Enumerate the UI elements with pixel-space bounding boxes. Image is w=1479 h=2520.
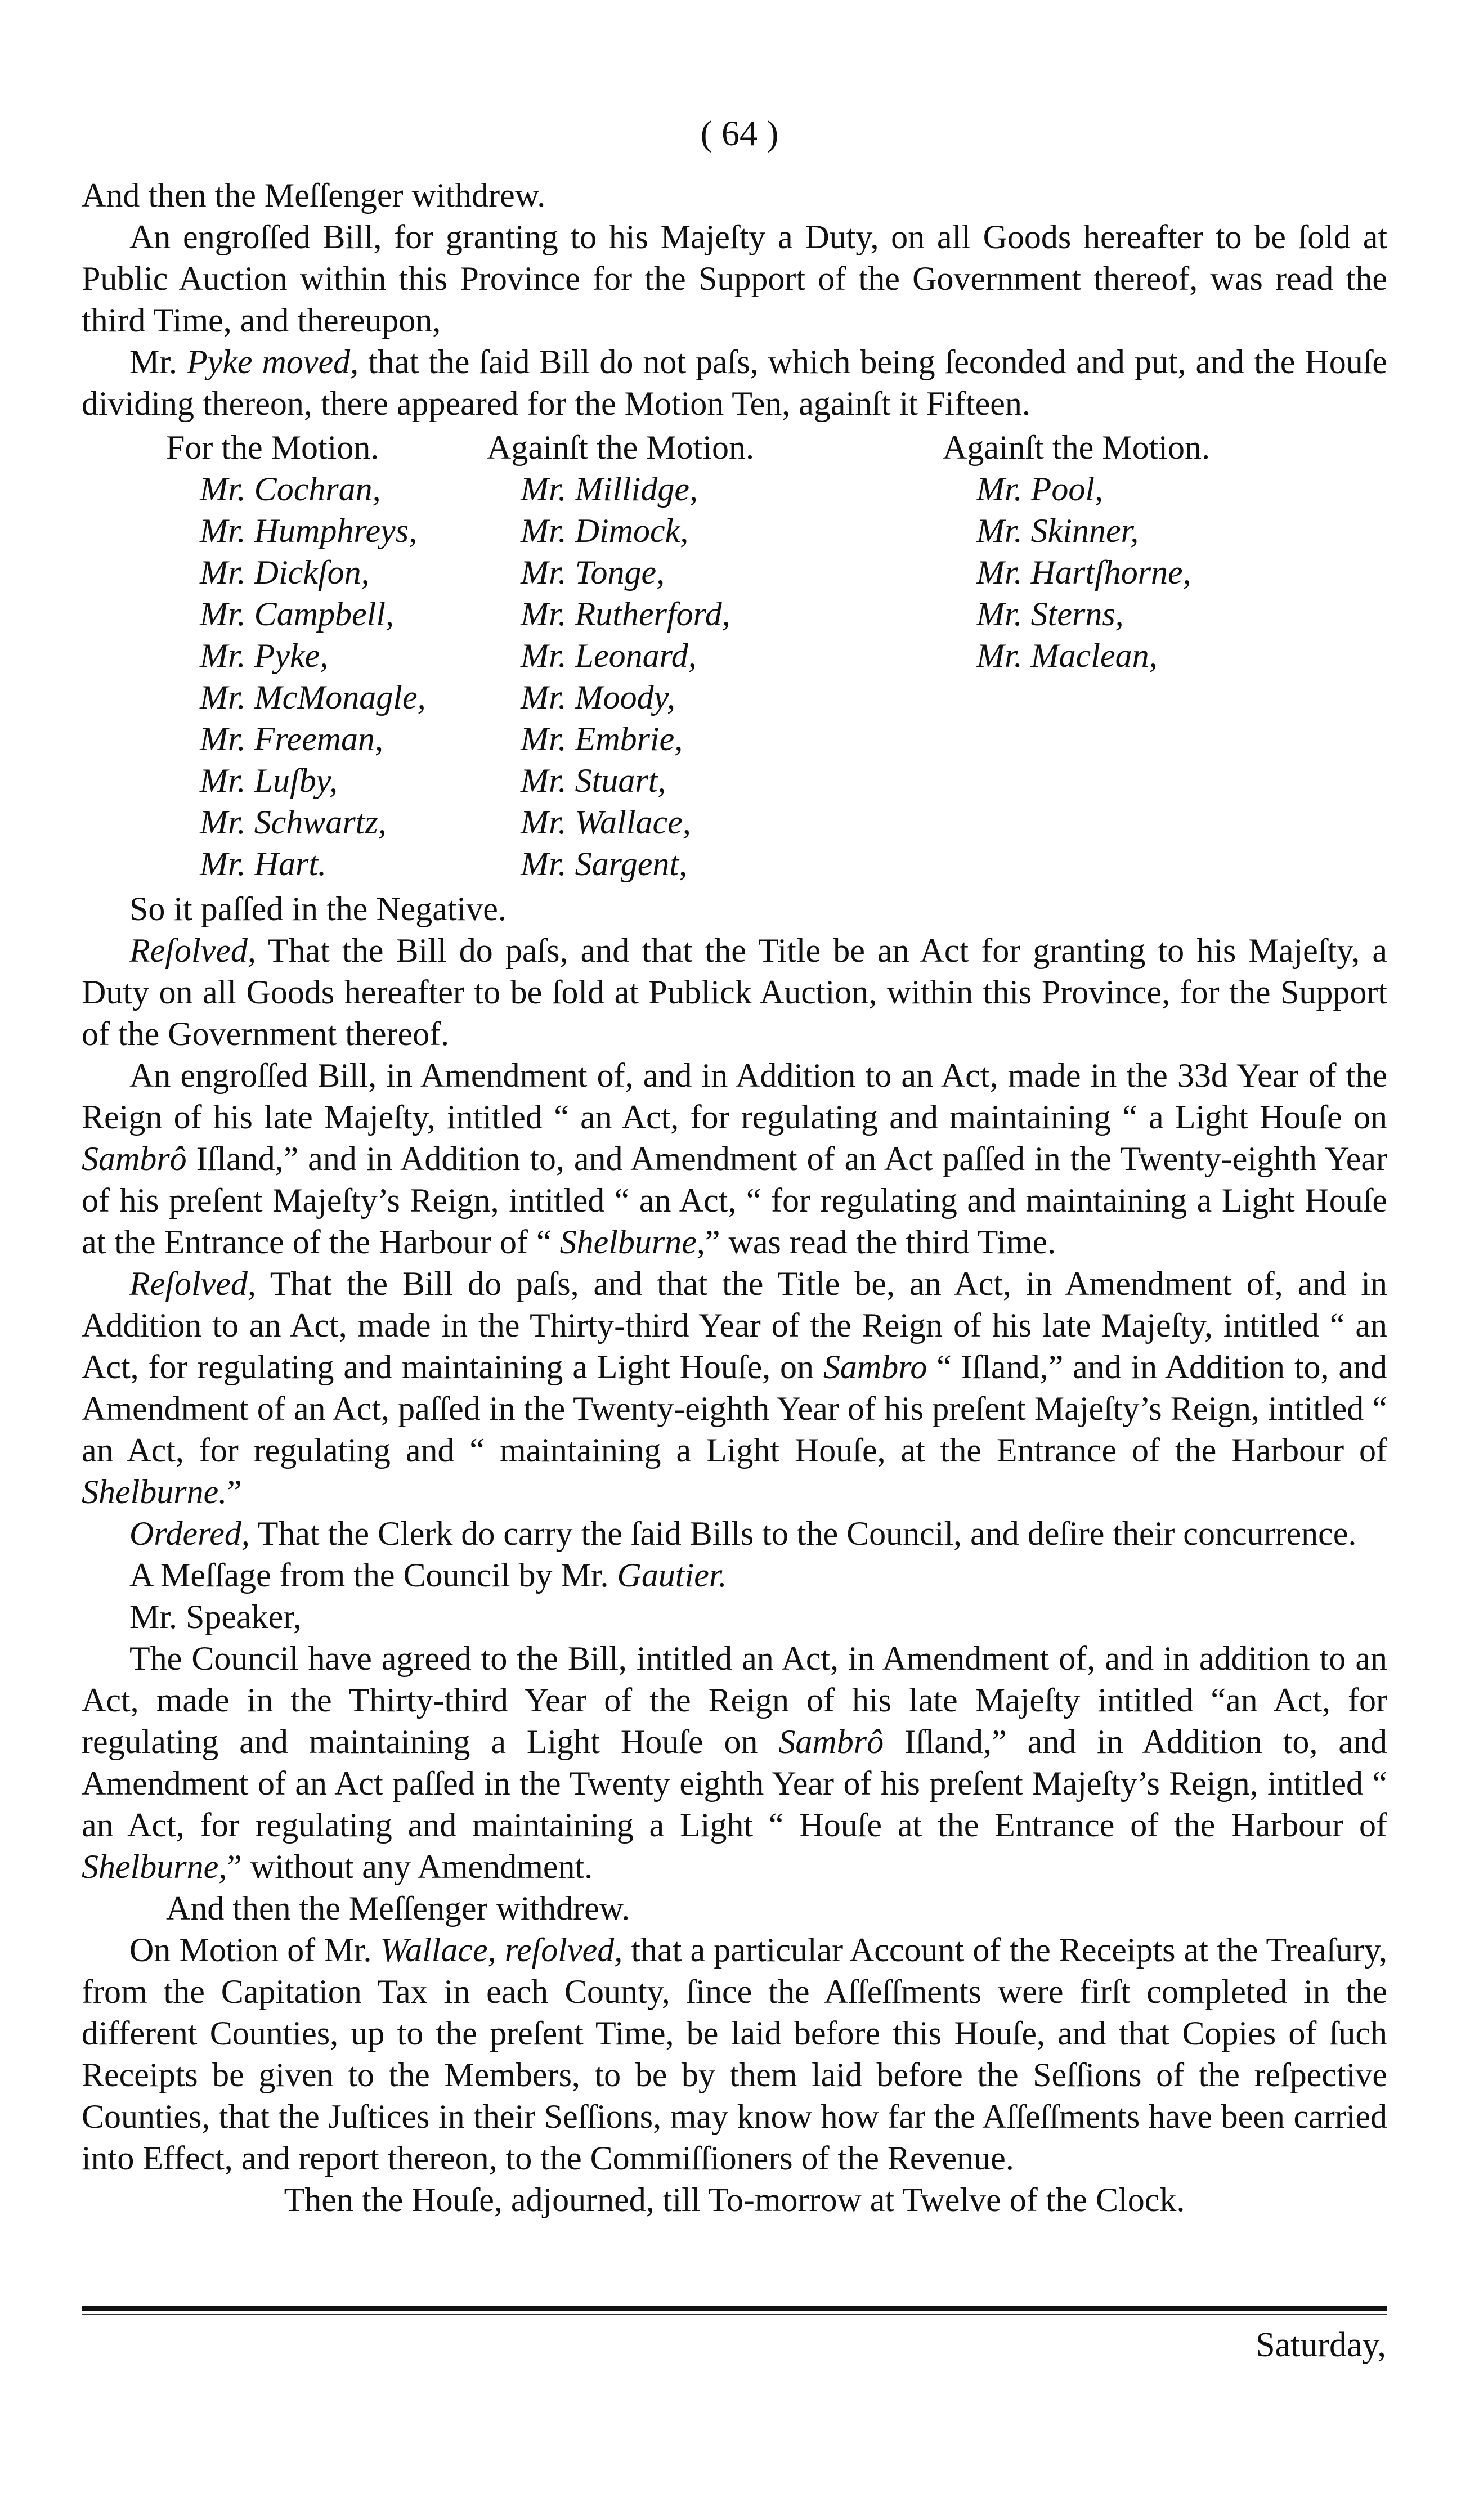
text-run: ” was read the third Time. (705, 1223, 1056, 1261)
against-motion-names-2 (943, 468, 1286, 676)
text-run: ” (227, 1473, 242, 1510)
member-name: Mr. Hartſhorne, (976, 554, 1191, 591)
text-run: that a particular Account of the Receipts at the Treaſury, from the Capitation Tax in each County, ſince the Aſſeſſments were firſt completed in the different Counties, up to the preſent Time, be laid before this Houſe, and that Copies of ſuch Receipts be given to the Members, to be by them laid before the Seſſions of the reſpective Counties, that the Juſtices in their Seſſions, may know how far the Aſſeſſments have been carried into Effect, and report thereon, to the Commiſſioners of the Revenue. (82, 1931, 1388, 2177)
text-run: That the Clerk do carry the ſaid Bills to the Council, and deſire their concurrence. (249, 1515, 1357, 1552)
member-name: Mr. Freeman, (200, 720, 384, 757)
italic-run: Ordered, (129, 1515, 250, 1552)
member-name: Mr. Rutherford, (521, 595, 730, 633)
text-run (496, 1931, 505, 1969)
member-name: Mr. Wallace, (521, 804, 691, 841)
italic-run: reſolved, (504, 1931, 623, 1969)
member-name: Mr. Moody, (521, 679, 675, 716)
text-run: That the Bill do paſs, and that the Title be, an Act, in Amendment of, and in Addition to an Act, made in the Thirty-third Year of the Reign of his late Majeſty, intitled “ an Act, for regulating and maintaining a Light Houſe, on (82, 1265, 1387, 1385)
text-run: An engroſſed Bill, for granting to his Majeſty a Duty, on all Goods hereafter to be ſold at Public Auction within this Province for the Support of the Government thereof, was read the third Time, and thereupon, (82, 218, 1387, 339)
paragraph-p3 (82, 341, 1387, 424)
paragraph-p8 (82, 1513, 1387, 1554)
catchword: Saturday, (1256, 2326, 1386, 2364)
member-name: Mr. Schwartz, (200, 804, 387, 841)
member-name: Mr. Sargent, (521, 845, 688, 882)
member-name: Mr. Sterns, (976, 595, 1124, 633)
text-run: An engroſſed Bill, in Amendment of, and in Addition to an Act, made in the 33d Year of the Reign of his late Majeſty, intitled “ an Act, for regulating and maintaining “ a Light Houſe on (82, 1057, 1387, 1136)
paragraph-p14 (82, 2179, 1387, 2221)
text-run: A Meſſage from the Council by Mr. (129, 1557, 617, 1594)
member-name: Mr. Embrie, (521, 720, 683, 757)
member-name: Mr. Leonard, (521, 637, 697, 674)
member-name: Mr. Pool, (976, 470, 1103, 508)
italic-run: Reſolved, (129, 932, 256, 969)
member-name: Mr. Luſby, (200, 762, 338, 799)
text-run: That the Bill do paſs, and that the Title be an Act for granting to his Majeſty, a Duty on all Goods hereafter to be ſold at Publick Auction, within this Province, for the Support of the Government thereof. (82, 932, 1387, 1052)
against-motion-column-2 (892, 427, 1286, 885)
text-run: Iſland,” and in Addition to, and Amendment of an Act paſſed in the Twenty-eighth Year of his preſent Majeſty’s Reign, intitled “ an Act, “ for regulating and maintaining a Light Houſe at the Entrance of the Harbour of “ (82, 1140, 1387, 1261)
member-name: Mr. Dimock, (521, 512, 689, 549)
member-name: Mr. Skinner, (976, 512, 1139, 549)
italic-run: Reſolved, (129, 1265, 256, 1302)
for-motion-column (82, 427, 442, 885)
text-run: Mr. (129, 343, 187, 380)
member-name: Mr. Hart. (200, 845, 327, 882)
paragraph-p13 (82, 1929, 1387, 2179)
italic-run: Gautier. (617, 1557, 727, 1594)
italic-run: Shelburne, (559, 1223, 705, 1261)
italic-run: Wallace, (380, 1931, 496, 1969)
member-name: Mr. Cochran, (200, 470, 381, 508)
for-motion-header: For the Motion. (166, 429, 379, 466)
paragraph-p5 (82, 930, 1387, 1055)
text-run: And then the Meſſenger withdrew. (166, 1890, 630, 1927)
member-name: Mr. Pyke, (200, 637, 329, 674)
page-number: ( 64 ) (700, 113, 779, 153)
closing-rule (82, 2306, 1387, 2311)
journal-text (82, 174, 1387, 2221)
text-run: On Motion of Mr. (129, 1931, 380, 1969)
text-run: that the ſaid Bill do not paſs, which being ſeconded and put, and the Houſe dividing thereon, there appeared for the Motion Ten, againſt it Fifteen. (82, 343, 1387, 422)
closing-rule-thin (82, 2314, 1387, 2315)
member-name: Mr. Tonge, (521, 554, 665, 591)
paragraph-p4 (82, 888, 1387, 930)
italic-run: Shelburne. (82, 1473, 227, 1510)
paragraph-p10 (82, 1596, 1387, 1638)
text-run: And then the Meſſenger withdrew. (82, 177, 546, 214)
member-name: Mr. Campbell, (200, 595, 394, 633)
italic-run: Sambrô (82, 1140, 187, 1177)
paragraph-p2 (82, 216, 1387, 341)
italic-run: Shelburne, (82, 1848, 227, 1885)
text-run: “ Iſland,” and in Addition to, and Amendment of an Act, paſſed in the Twenty-eighth Year of his preſent Majeſty’s Reign, intitled “ an Act, for regulating and “ maintaining a Light Houſe, at the Entrance of the Harbour of (82, 1348, 1388, 1469)
text-run: The Council have agreed to the Bill, intitled an Act, in Amendment of, and in addition to an Act, made in the Thirty-third Year of the Reign of his late Majeſty intitled “an Act, for regulating and maintaining a Light Houſe on (82, 1640, 1387, 1760)
member-name: Mr. Millidge, (521, 470, 698, 508)
proceedings-after-division (82, 888, 1387, 2221)
italic-run: Sambro (823, 1348, 927, 1385)
division-list (82, 427, 1387, 885)
paragraph-p12 (82, 1887, 1387, 1929)
italic-run: Sambrô (778, 1723, 884, 1760)
proceedings-before-division (82, 174, 1387, 424)
member-name: Mr. Dickſon, (200, 554, 370, 591)
against-motion-names-1 (487, 468, 892, 885)
against-motion-header-2: Againſt the Motion. (943, 429, 1210, 466)
member-name: Mr. Maclean, (976, 637, 1158, 674)
text-run: Mr. Speaker, (129, 1598, 302, 1635)
paragraph-p6 (82, 1055, 1387, 1263)
text-run: So it paſſed in the Negative. (129, 890, 507, 927)
member-name: Mr. McMonagle, (200, 679, 426, 716)
paragraph-p7 (82, 1263, 1387, 1513)
against-motion-header-1: Againſt the Motion. (487, 429, 754, 466)
member-name: Mr. Humphreys, (200, 512, 418, 549)
paragraph-p1 (82, 174, 1387, 216)
paragraph-p9 (82, 1554, 1387, 1596)
italic-run: Pyke moved, (187, 343, 359, 380)
against-motion-column-1 (442, 427, 892, 885)
text-run: Iſland,” and in Addition to, and Amendment of an Act paſſed in the Twenty eighth Year of his preſent Majeſty’s Reign, intitled “ an Act, for regulating and maintaining a Light “ Houſe at the Entrance of the Harbour of (82, 1723, 1388, 1844)
paragraph-p11 (82, 1638, 1387, 1887)
text-run: Then the Houſe, adjourned, till To-morrow at Twelve of the Clock. (284, 2181, 1185, 2218)
text-run: ” without any Amendment. (227, 1848, 593, 1885)
for-motion-names (166, 468, 442, 885)
member-name: Mr. Stuart, (521, 762, 666, 799)
